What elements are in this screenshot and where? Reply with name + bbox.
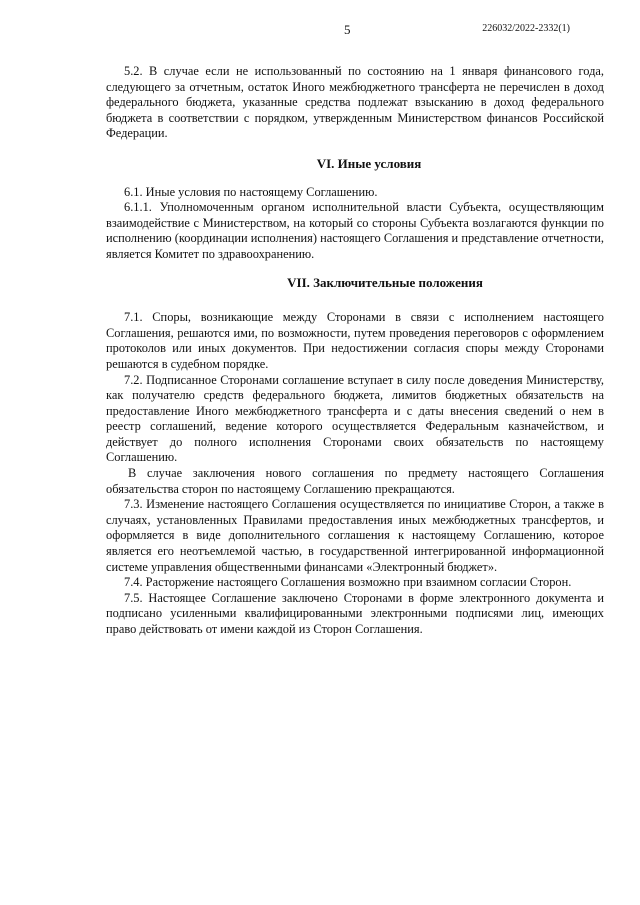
paragraph-7-2: 7.2. Подписанное Сторонами соглашение вступает в силу после доведения Министерству, как получателю средств федерального бюджета, лимитов бюджетных обязательств на предоставление Иного межбюджетного трансферта и с даты внесения сведений о нем в реестр соглашений, ведение которого осуществляется Федеральным казначейством, и действует до полного исполнения Сторонами своих обязательств по настоящему Соглашению. <box>106 372 604 465</box>
paragraph-7-2-continued: В случае заключения нового соглашения по предмету настоящего Соглашения обязательства сторон по настоящему Соглашению прекращаются. <box>106 466 604 496</box>
paragraph-5-2: 5.2. В случае если не использованный по состоянию на 1 января финансового года, следующего за отчетным, остаток Иного межбюджетного трансферта не перечислен в доход федерального бюджета, указанные средства подлежат взысканию в доход федерального бюджета в соответствии с порядком, утвержденным Министерством финансов Российской Федерации. <box>106 64 604 141</box>
page-number: 5 <box>344 22 351 37</box>
document-number: 226032/2022-2332(1) <box>482 23 570 34</box>
section-heading-vi: VI. Иные условия <box>316 155 422 171</box>
paragraph-7-4: 7.4. Расторжение настоящего Соглашения возможно при взаимном согласии Сторон. <box>124 575 572 590</box>
paragraph-6-1-1: 6.1.1. Уполномоченным органом исполнительной власти Субъекта, осуществляющим взаимодействие с Министерством, на который со стороны Субъекта возлагаются функции по исполнению (координации исполнения) настоящего Соглашения и представление отчетности, является Комитет по здравоохранению. <box>106 200 604 261</box>
section-heading-vii: VII. Заключительные положения <box>287 274 483 290</box>
paragraph-6-1: 6.1. Иные условия по настоящему Соглашению. <box>124 184 378 199</box>
page-header <box>0 22 640 42</box>
paragraph-7-3: 7.3. Изменение настоящего Соглашения осуществляется по инициативе Сторон, а также в случаях, установленных Правилами предоставления иных межбюджетных трансфертов, и оформляется в виде дополнительного соглашения к настоящему Соглашению, которое является его неотъемлемой частью, в государственной интегрированной информационной системе управления общественными финансами «Электронный бюджет». <box>106 497 604 574</box>
paragraph-7-1: 7.1. Споры, возникающие между Сторонами в связи с исполнением настоящего Соглашения, решаются ими, по возможности, путем проведения переговоров с оформлением протоколов или иных документов. При недостижении согласия споры между Сторонами решаются в судебном порядке. <box>106 310 604 371</box>
document-body <box>106 64 604 638</box>
paragraph-7-5: 7.5. Настоящее Соглашение заключено Сторонами в форме электронного документа и подписано усиленными квалифицированными электронными подписями лиц, имеющих право действовать от имени каждой из Сторон Соглашения. <box>106 590 604 636</box>
